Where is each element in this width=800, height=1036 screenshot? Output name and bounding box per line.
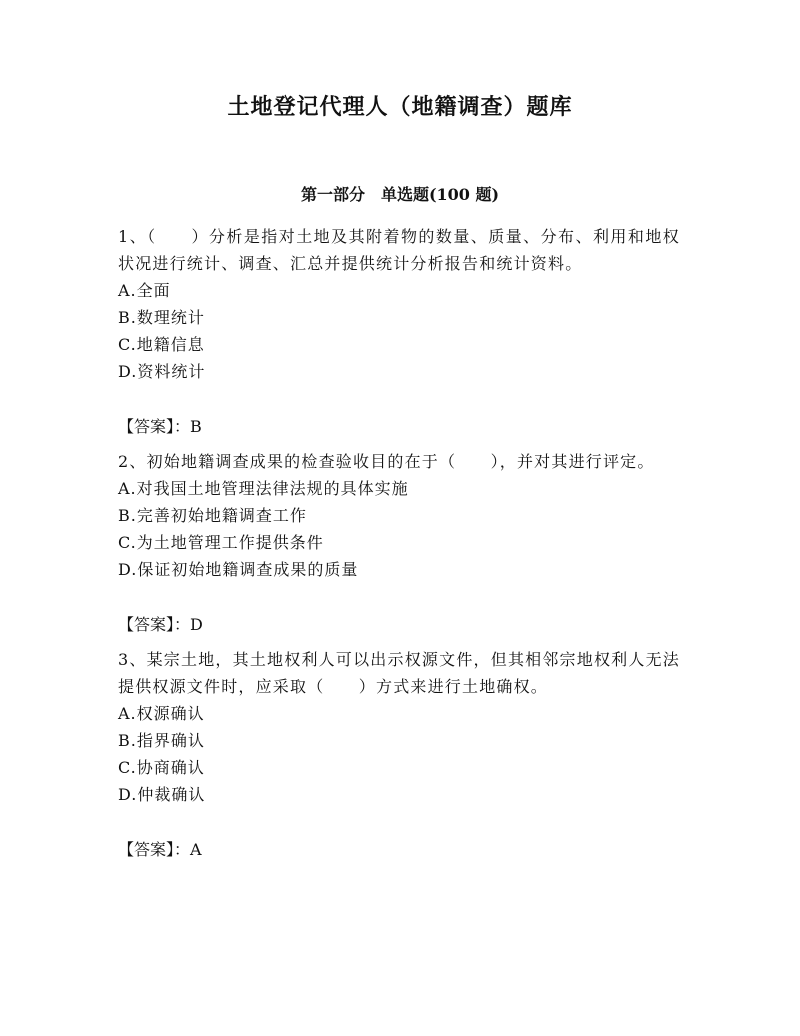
document-title: 土地登记代理人（地籍调查）题库 xyxy=(227,94,573,120)
answer-label: 【答案】： xyxy=(118,615,191,634)
question-list xyxy=(118,223,680,871)
option-d: D.仲裁确认 xyxy=(118,785,206,804)
answer-line xyxy=(118,836,680,863)
answer-value: A xyxy=(190,840,202,859)
answer-label: 【答案】： xyxy=(118,840,191,859)
option-c: C.地籍信息 xyxy=(118,335,205,354)
question-item-3 xyxy=(118,646,680,863)
option-a: A.全面 xyxy=(118,281,171,300)
option-a: A.对我国土地管理法律法规的具体实施 xyxy=(118,479,409,498)
question-item-1 xyxy=(118,223,680,440)
question-text: 3、某宗土地，其土地权利人可以出示权源文件，但其相邻宗地权利人无法提供权源文件时，应采取（ ）方式来进行土地确权。 xyxy=(118,650,680,696)
question-text: 1、（ ）分析是指对土地及其附着物的数量、质量、分布、利用和地权状况进行统计、调查、汇总并提供统计分析报告和统计资料。 xyxy=(118,227,680,273)
option-d: D.保证初始地籍调查成果的质量 xyxy=(118,560,359,579)
option-d: D.资料统计 xyxy=(118,362,206,381)
option-b: B.指界确认 xyxy=(118,731,205,750)
option-b: B.完善初始地籍调查工作 xyxy=(118,506,307,525)
answer-line xyxy=(118,611,680,638)
option-c: C.为土地管理工作提供条件 xyxy=(118,533,324,552)
question-item-2 xyxy=(118,448,680,638)
answer-line xyxy=(118,413,680,440)
option-b: B.数理统计 xyxy=(118,308,205,327)
answer-label: 【答案】： xyxy=(118,417,191,436)
question-text: 2、初始地籍调查成果的检查验收目的在于（ ），并对其进行评定。 xyxy=(118,452,655,471)
answer-value: B xyxy=(190,417,202,436)
answer-value: D xyxy=(190,615,203,634)
section-heading: 第一部分 单选题(100 题) xyxy=(300,185,500,204)
option-c: C.协商确认 xyxy=(118,758,205,777)
option-a: A.权源确认 xyxy=(118,704,205,723)
